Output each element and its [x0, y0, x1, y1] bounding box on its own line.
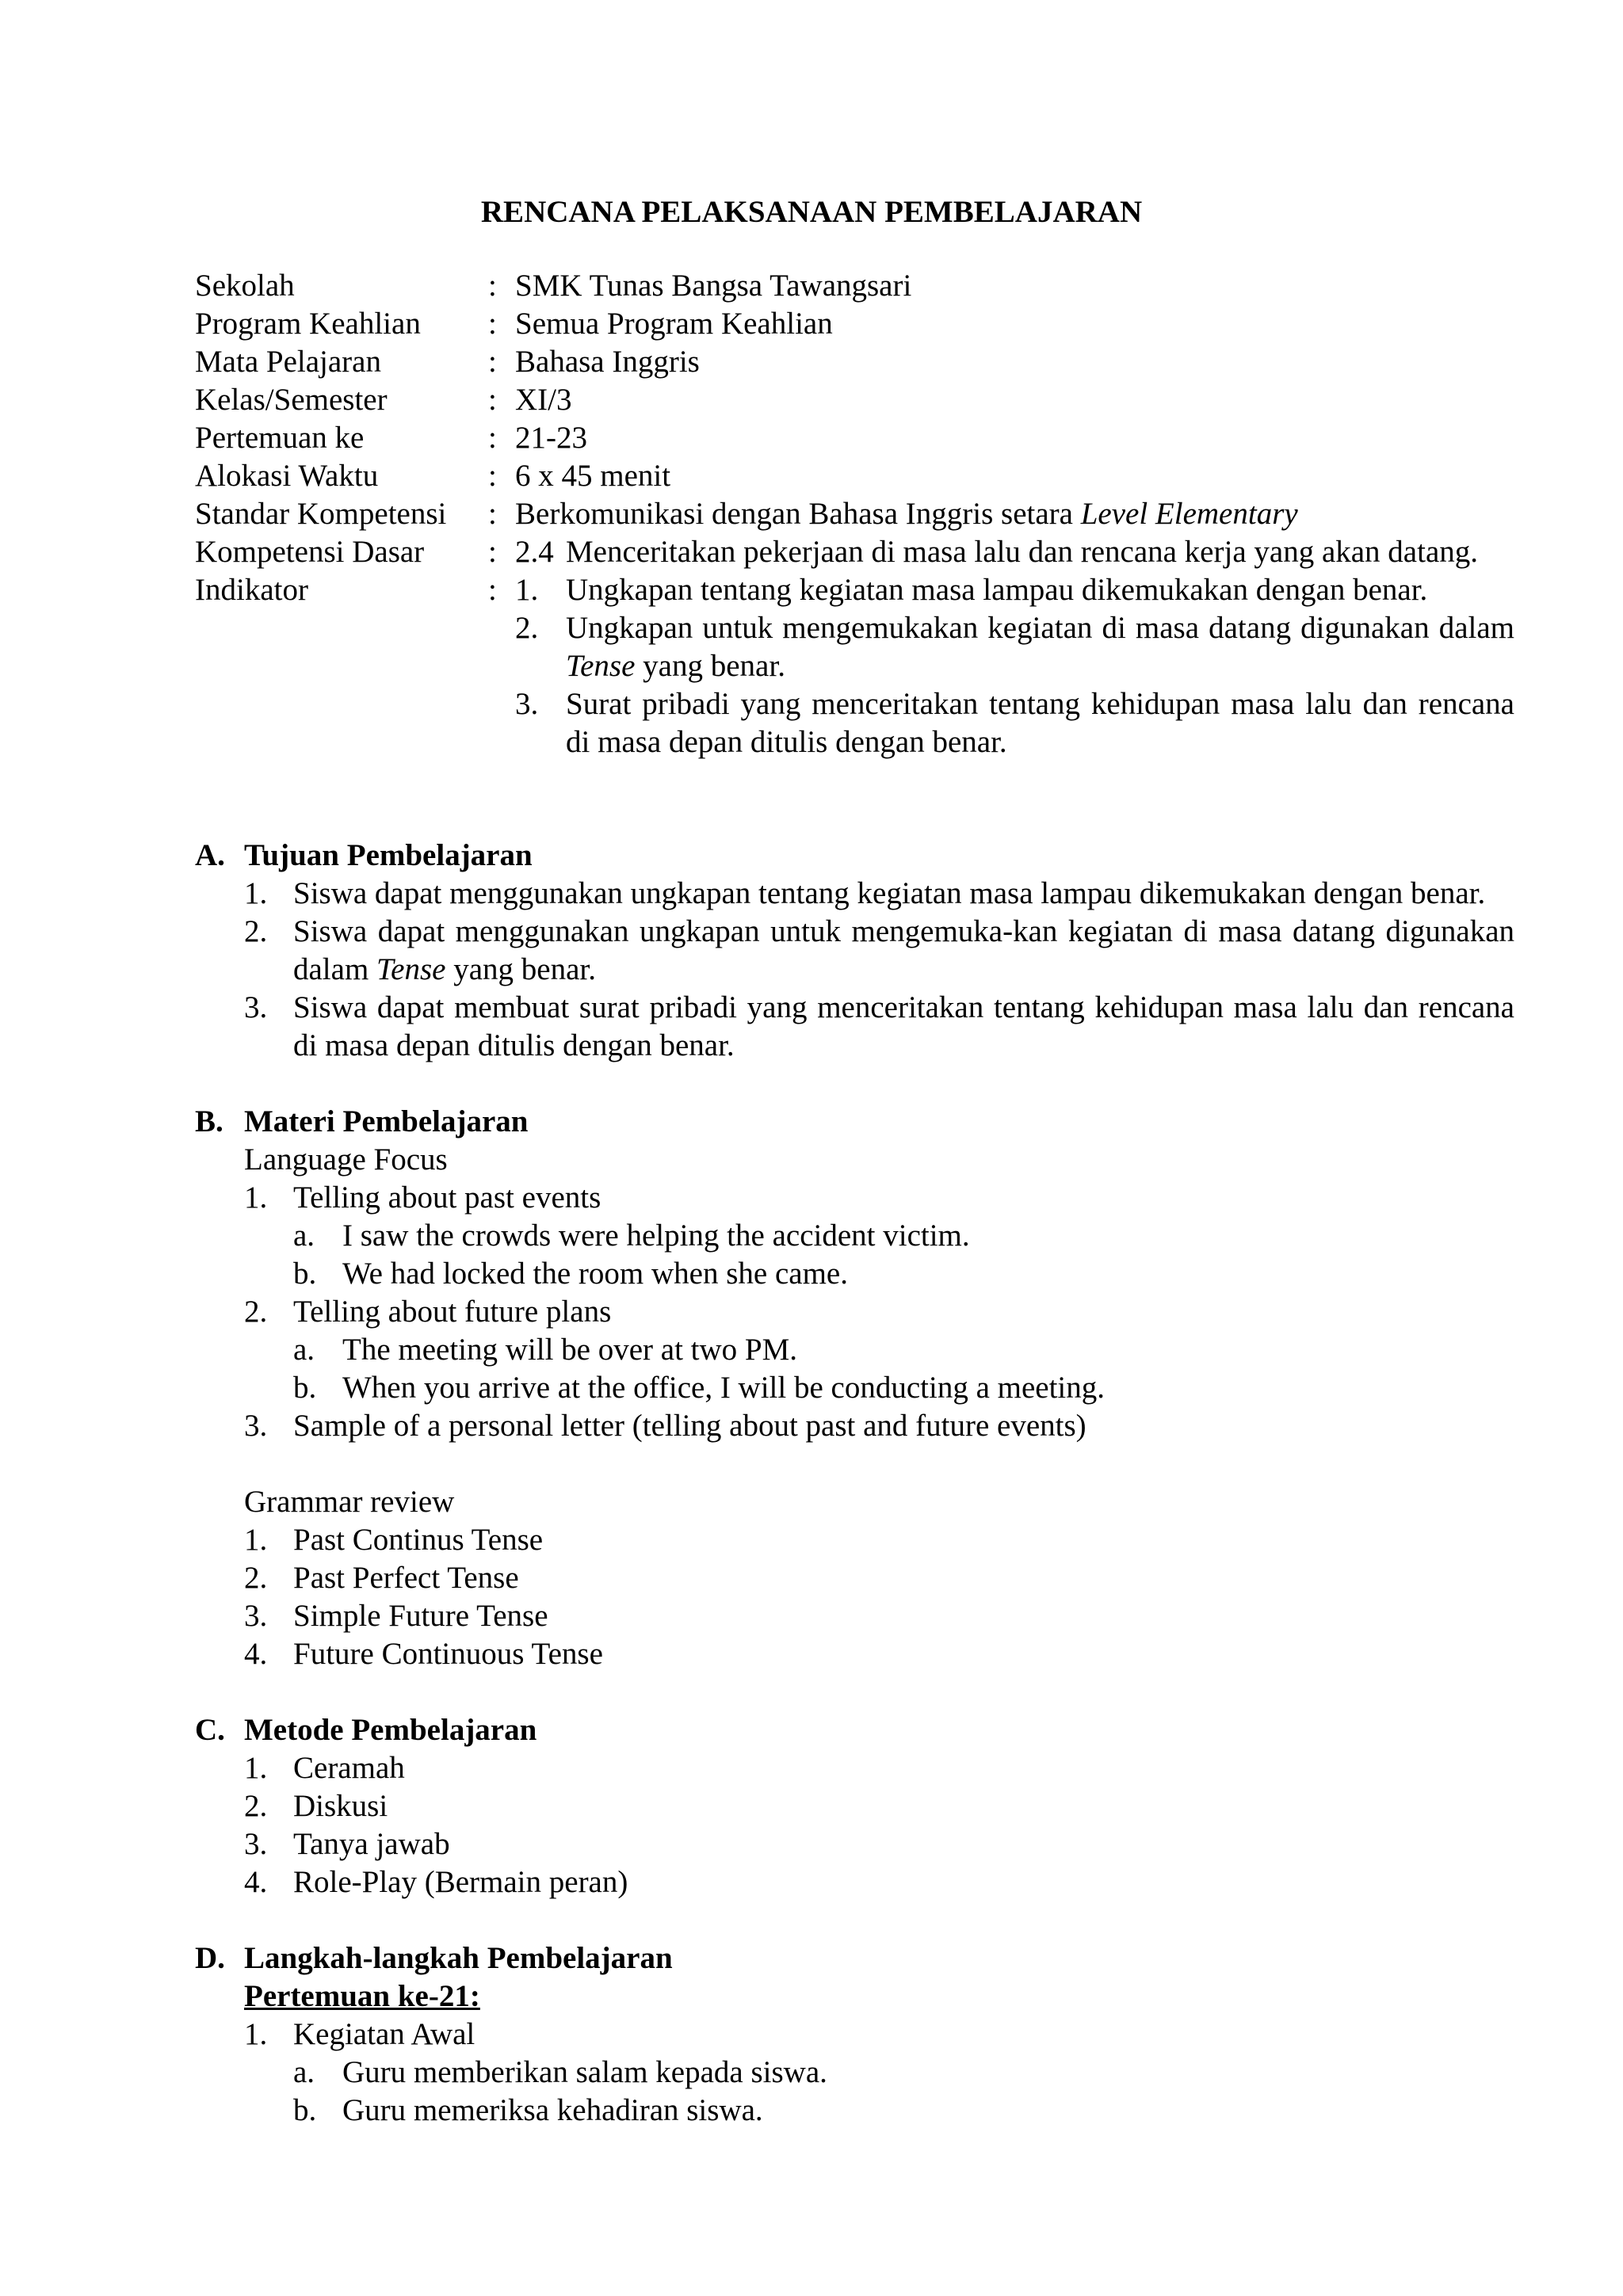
list-item: 3. Simple Future Tense: [244, 1599, 548, 1633]
list-item: 1. Siswa dapat menggunakan ungkapan tentang kegiatan masa lampau dikemukakan dengan benar.: [244, 876, 1486, 910]
list-item: 1. Kegiatan Awal: [244, 2017, 475, 2051]
header-row-indikator: Indikator : 1. Ungkapan tentang kegiatan masa lampau dikemukakan dengan benar. 2. Ungkapan untuk mengemukakan kegiatan di masa datang digunakan dalam Tense yang benar. 3. Surat pribadi yang menceritakan tentang kehidupan masa lalu dan rencana di masa depan ditulis dengan benar.: [195, 571, 1514, 761]
document-body: [195, 837, 1514, 2168]
list-item: 1. Past Continus Tense: [244, 1523, 544, 1557]
document-title: RENCANA PELAKSANAAN PEMBELAJARAN: [480, 195, 1143, 229]
list-item: 1. Telling about past events: [244, 1180, 601, 1215]
header-row: Pertemuan ke : 21-23: [195, 421, 587, 455]
header-row: Sekolah : SMK Tunas Bangsa Tawangsari: [195, 269, 912, 303]
indikator-item: 1. Ungkapan tentang kegiatan masa lampau dikemukakan dengan benar.: [515, 573, 1428, 607]
header-row: Alokasi Waktu : 6 x 45 menit: [195, 459, 671, 493]
list-item: 4. Future Continuous Tense: [244, 1637, 603, 1671]
list-item: 3. Sample of a personal letter (telling about past and future events): [244, 1409, 1086, 1443]
list-item: 3. Tanya jawab: [244, 1827, 450, 1861]
section-tujuan: [195, 837, 1514, 1065]
list-item: 3. Siswa dapat membuat surat pribadi yang menceritakan tentang kehidupan masa lalu dan rencana di masa depan ditulis dengan benar.: [244, 990, 1514, 1062]
header-row-standar: Standar Kompetensi : Berkomunikasi dengan Bahasa Inggris setara Level Elementary: [195, 497, 1298, 531]
section-heading: B. Materi Pembelajaran: [195, 1104, 529, 1138]
sub-list-item: a. I saw the crowds were helping the accident victim.: [293, 1219, 970, 1253]
section-heading: A. Tujuan Pembelajaran: [195, 838, 533, 872]
indikator-item: 2. Ungkapan untuk mengemukakan kegiatan di masa datang digunakan dalam Tense yang benar.: [515, 611, 1514, 683]
section-heading: D. Langkah-langkah Pembelajaran: [195, 1941, 673, 1975]
indikator-item: 3. Surat pribadi yang menceritakan tentang kehidupan masa lalu dan rencana di masa depan ditulis dengan benar.: [515, 687, 1514, 759]
list-item: 2. Siswa dapat menggunakan ungkapan untuk mengemuka-kan kegiatan di masa datang digunakan dalam Tense yang benar.: [244, 914, 1514, 986]
section-langkah: [195, 1939, 1514, 2130]
sub-list-item: b. When you arrive at the office, I will be conducting a meeting.: [293, 1371, 1106, 1405]
list-item: 4. Role-Play (Bermain peran): [244, 1865, 628, 1899]
grammar-review-label: Grammar review: [244, 1485, 455, 1519]
section-metode: [195, 1711, 1514, 1901]
header-table: [195, 267, 1514, 761]
sub-list-item: b. Guru memeriksa kehadiran siswa.: [293, 2093, 763, 2127]
header-row: Kelas/Semester : XI/3: [195, 383, 572, 417]
list-item: 2. Telling about future plans: [244, 1295, 612, 1329]
sub-list-item: a. The meeting will be over at two PM.: [293, 1333, 798, 1367]
sub-list-item: b. We had locked the room when she came.: [293, 1257, 848, 1291]
section-heading: C. Metode Pembelajaran: [195, 1713, 537, 1747]
header-row: Mata Pelajaran : Bahasa Inggris: [195, 345, 700, 379]
meeting-heading: Pertemuan ke-21:: [244, 1979, 480, 2013]
header-row: Program Keahlian : Semua Program Keahlian: [195, 307, 833, 341]
list-item: 2. Diskusi: [244, 1789, 388, 1823]
language-focus-label: Language Focus: [244, 1142, 448, 1177]
list-item: 1. Ceramah: [244, 1751, 405, 1785]
section-materi: [195, 1103, 1514, 1673]
header-row-kompetensi: Kompetensi Dasar : 2.4 Menceritakan pekerjaan di masa lalu dan rencana kerja yang akan datang.: [195, 535, 1479, 569]
list-item: 2. Past Perfect Tense: [244, 1561, 519, 1595]
sub-list-item: a. Guru memberikan salam kepada siswa.: [293, 2055, 827, 2089]
